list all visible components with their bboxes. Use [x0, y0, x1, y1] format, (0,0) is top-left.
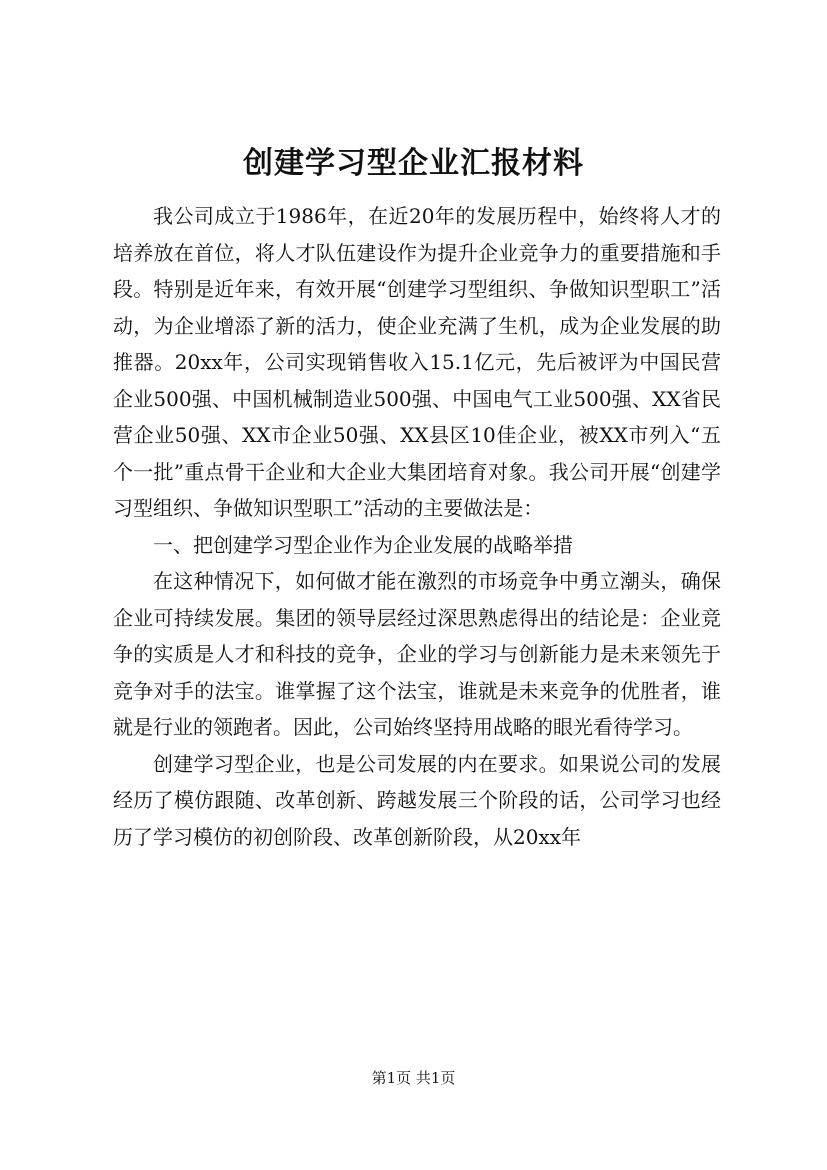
- paragraph-intro: 我公司成立于1986年，在近20年的发展历程中，始终将人才的培养放在首位，将人才队伍建设作为提升企业竞争力的重要措施和手段。特别是近年来，有效开展“创建学习型组织、争做知识型职工”活动，为企业增添了新的活力，使企业充满了生机，成为企业发展的助推器。20xx年，公司实现销售收入15.1亿元，先后被评为中国民营企业500强、中国机械制造业500强、中国电气工业500强、XX省民营企业50强、XX市企业50强、XX县区10佳企业，被XX市列入“五个一批”重点骨干企业和大企业大集团培育对象。我公司开展“创建学习型组织、争做知识型职工”活动的主要做法是：: [113, 204, 721, 520]
- paragraph-strategy: 在这种情况下，如何做才能在激烈的市场竞争中勇立潮头，确保企业可持续发展。集团的领导层经过深思熟虑得出的结论是：企业竞争的实质是人才和科技的竞争，企业的学习与创新能力是未来领先于竞争对手的法宝。谁掌握了这个法宝，谁就是未来竞争的优胜者，谁就是行业的领跑者。因此，公司始终坚持用战略的眼光看待学习。: [113, 569, 721, 739]
- document-title: 创建学习型企业汇报材料: [243, 146, 584, 181]
- paragraph-intrinsic-need: 创建学习型企业，也是公司发展的内在要求。如果说公司的发展经历了模仿跟随、改革创新、跨越发展三个阶段的话，公司学习也经历了学习模仿的初创阶段、改革创新阶段，从20xx年: [113, 751, 721, 849]
- document-body: [113, 198, 721, 855]
- page-footer: 第1页 共1页: [371, 1069, 456, 1087]
- section-heading-1: 一、把创建学习型企业作为企业发展的战略举措: [153, 532, 573, 557]
